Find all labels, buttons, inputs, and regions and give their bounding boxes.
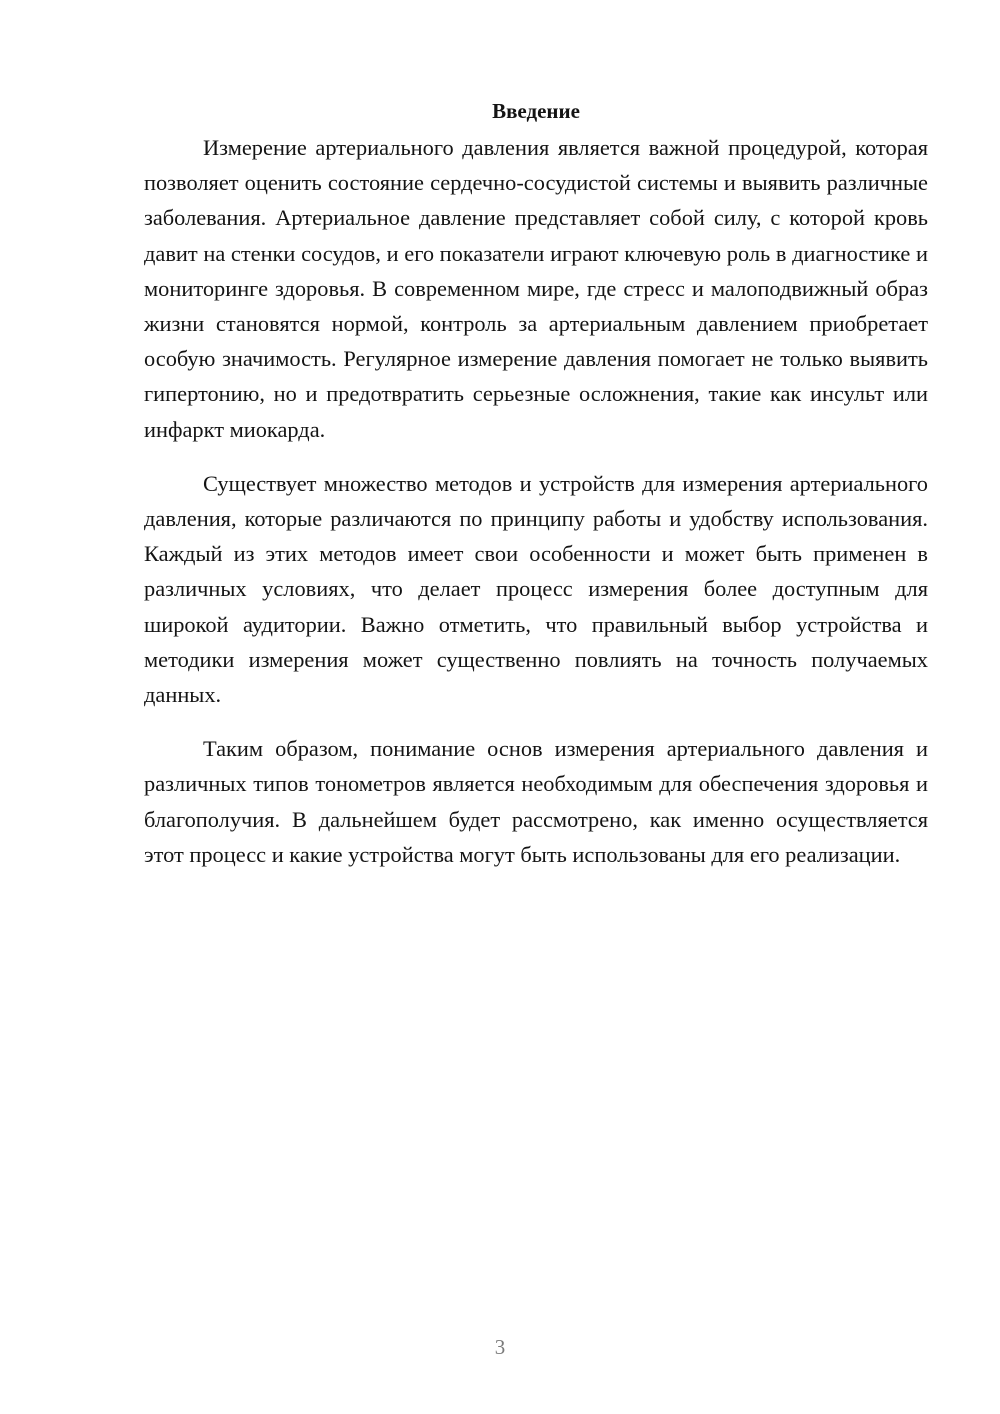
page-content	[144, 96, 928, 872]
section-heading: Введение	[492, 99, 580, 123]
paragraph-1: Измерение артериального давления является важной процедурой, которая позволяет оценить состояние сердечно-сосудистой системы и выявить различные заболевания. Артериальное давление представляет собой силу, с которой кровь давит на стенки сосудов, и его показатели играют ключевую роль в диагностике и мониторинге здоровья. В современном мире, где стресс и малоподвижный образ жизни становятся нормой, контроль за артериальным давлением приобретает особую значимость. Регулярное измерение давления помогает не только выявить гипертонию, но и предотвратить серьезные осложнения, такие как инсульт или инфаркт миокарда.	[144, 135, 928, 442]
page-number: 3	[494, 1335, 506, 1359]
paragraph-3: Таким образом, понимание основ измерения артериального давления и различных типов тонометров является необходимым для обеспечения здоровья и благополучия. В дальнейшем будет рассмотрено, как именно осуществляется этот процесс и какие устройства могут быть использованы для его реализации.	[144, 736, 928, 867]
paragraph-2: Существует множество методов и устройств для измерения артериального давления, которые различаются по принципу работы и удобству использования. Каждый из этих методов имеет свои особенности и может быть применен в различных условиях, что делает процесс измерения более доступным для широкой аудитории. Важно отметить, что правильный выбор устройства и методики измерения может существенно повлиять на точность получаемых данных.	[144, 470, 928, 708]
